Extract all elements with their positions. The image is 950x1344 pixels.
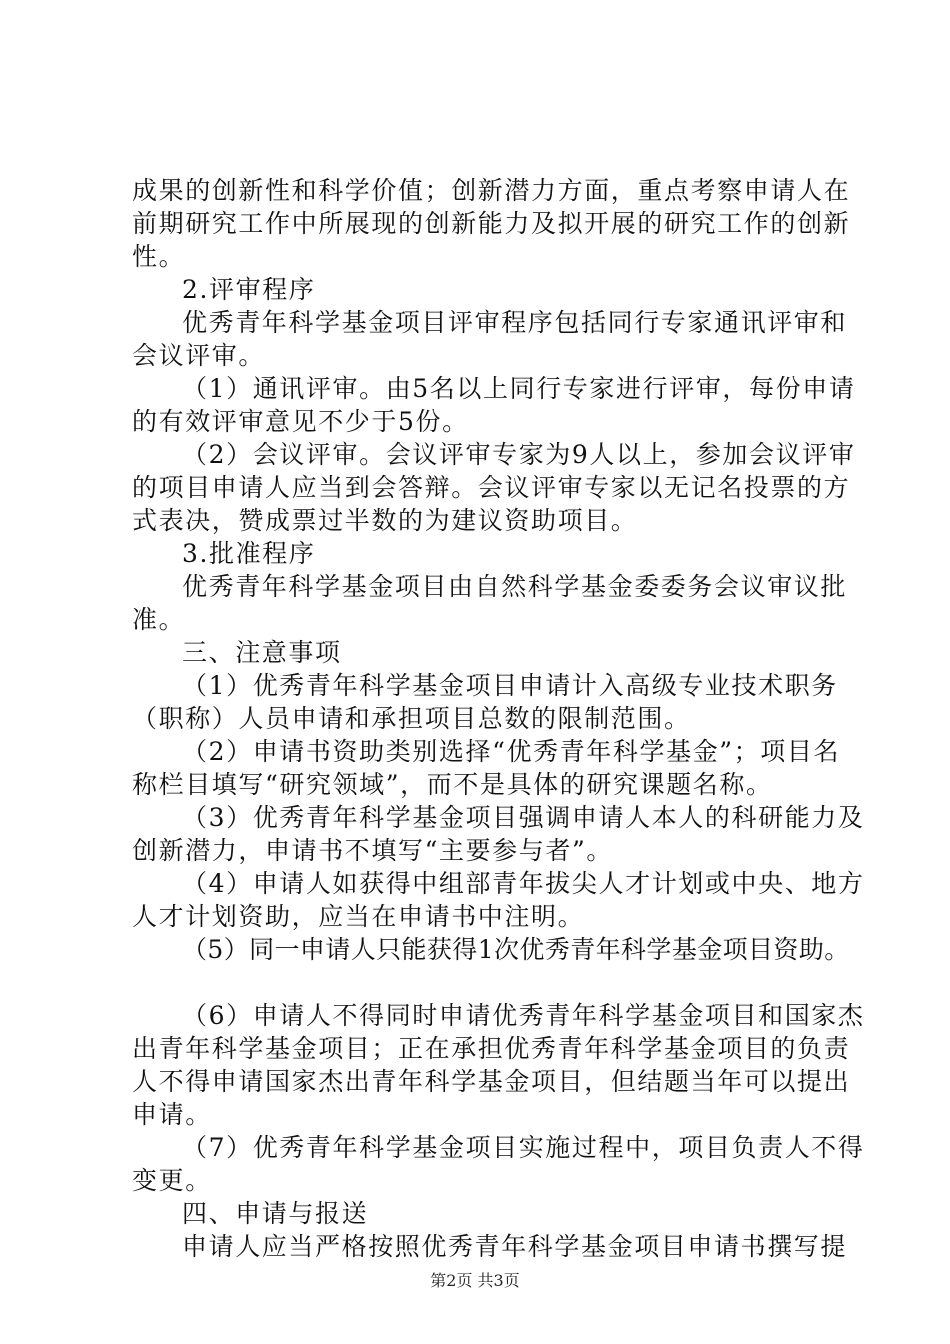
body-line: 成果的创新性和科学价值；创新潜力方面，重点考察申请人在 [132, 176, 851, 205]
body-line: 性。 [132, 242, 186, 271]
body-line: 的项目申请人应当到会答辩。会议评审专家以无记名投票的方 [132, 473, 851, 502]
body-line: （2）申请书资助类别选择“优秀青年科学基金”；项目名 [182, 737, 841, 766]
section-heading: 3.批准程序 [182, 539, 316, 568]
body-line: （4）申请人如获得中组部青年拔尖人才计划或中央、地方 [182, 869, 865, 898]
body-line: 人不得申请国家杰出青年科学基金项目，但结题当年可以提出 [132, 1067, 851, 1096]
body-line: 优秀青年科学基金项目评审程序包括同行专家通讯评审和 [182, 308, 848, 337]
body-line: （3）优秀青年科学基金项目强调申请人本人的科研能力及 [182, 803, 865, 832]
body-line: 式表决，赞成票过半数的为建议资助项目。 [132, 506, 638, 535]
section-heading: 四、申请与报送 [182, 1199, 369, 1228]
body-line: 创新潜力，申请书不填写“主要参与者”。 [132, 836, 613, 865]
body-line: （6）申请人不得同时申请优秀青年科学基金项目和国家杰 [182, 1001, 865, 1030]
body-line: （1）通讯评审。由5名以上同行专家进行评审，每份申请 [182, 374, 856, 403]
body-line: 前期研究工作中所展现的创新能力及拟开展的研究工作的创新 [132, 209, 851, 238]
body-line: （1）优秀青年科学基金项目申请计入高级专业技术职务 [182, 671, 838, 700]
body-line: （2）会议评审。会议评审专家为9人以上，参加会议评审 [182, 440, 856, 469]
body-line: 称栏目填写“研究领域”，而不是具体的研究课题名称。 [132, 770, 773, 799]
body-line: 申请人应当严格按照优秀青年科学基金项目申请书撰写提 [182, 1232, 848, 1261]
body-line: 准。 [132, 605, 186, 634]
body-line: 的有效评审意见不少于5份。 [132, 407, 469, 436]
body-line: 优秀青年科学基金项目由自然科学基金委委务会议审议批 [182, 572, 848, 601]
body-line: 出青年科学基金项目；正在承担优秀青年科学基金项目的负责 [132, 1034, 851, 1063]
page-footer: 第2页 共3页 [430, 1271, 520, 1290]
body-line: 申请。 [132, 1100, 212, 1129]
body-line: （7）优秀青年科学基金项目实施过程中，项目负责人不得 [182, 1133, 865, 1162]
body-line: 会议评审。 [132, 341, 266, 370]
section-heading: 2.评审程序 [182, 275, 316, 304]
body-line: 变更。 [132, 1166, 212, 1195]
body-line: 人才计划资助，应当在申请书中注明。 [132, 902, 585, 931]
body-line: （职称）人员申请和承担项目总数的限制范围。 [132, 704, 691, 733]
body-line: （5）同一申请人只能获得1次优秀青年科学基金项目资助。 [182, 935, 850, 964]
section-heading: 三、注意事项 [182, 638, 342, 667]
